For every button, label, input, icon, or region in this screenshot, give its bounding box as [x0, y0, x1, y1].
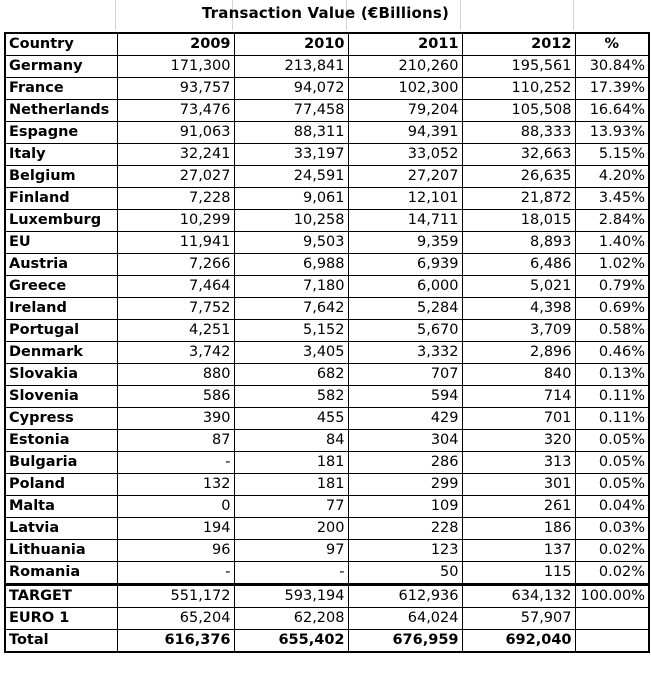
- value-cell[interactable]: 0.11%: [575, 408, 649, 430]
- value-cell[interactable]: 6,000: [348, 276, 462, 298]
- table-row: [5, 100, 649, 122]
- row-label-cell[interactable]: Austria: [5, 254, 117, 276]
- row-label-cell[interactable]: Poland: [5, 474, 117, 496]
- value-cell[interactable]: 7,180: [234, 276, 348, 298]
- value-cell[interactable]: 2012: [462, 33, 575, 56]
- value-cell[interactable]: 109: [348, 496, 462, 518]
- value-cell[interactable]: [575, 630, 649, 653]
- transaction-value-table: [4, 32, 650, 653]
- value-cell[interactable]: 105,508: [462, 100, 575, 122]
- row-label-cell[interactable]: Slovenia: [5, 386, 117, 408]
- table-row: [5, 342, 649, 364]
- value-cell[interactable]: 4,251: [117, 320, 234, 342]
- table-row: [5, 232, 649, 254]
- value-cell[interactable]: 3.45%: [575, 188, 649, 210]
- value-cell[interactable]: 65,204: [117, 608, 234, 630]
- value-cell[interactable]: 7,464: [117, 276, 234, 298]
- value-cell[interactable]: 77: [234, 496, 348, 518]
- value-cell[interactable]: 551,172: [117, 585, 234, 608]
- value-cell[interactable]: 132: [117, 474, 234, 496]
- value-cell[interactable]: 840: [462, 364, 575, 386]
- row-label-cell[interactable]: France: [5, 78, 117, 100]
- table-row: [5, 364, 649, 386]
- table-row: [5, 320, 649, 342]
- value-cell[interactable]: 582: [234, 386, 348, 408]
- value-cell[interactable]: 9,503: [234, 232, 348, 254]
- value-cell[interactable]: 73,476: [117, 100, 234, 122]
- value-cell[interactable]: 18,015: [462, 210, 575, 232]
- summary-row: [5, 630, 649, 653]
- value-cell[interactable]: 692,040: [462, 630, 575, 653]
- table-row: [5, 144, 649, 166]
- table-row: [5, 408, 649, 430]
- value-cell[interactable]: 21,872: [462, 188, 575, 210]
- value-cell[interactable]: 3,742: [117, 342, 234, 364]
- row-label-cell[interactable]: Belgium: [5, 166, 117, 188]
- value-cell[interactable]: 84: [234, 430, 348, 452]
- value-cell[interactable]: 186: [462, 518, 575, 540]
- value-cell[interactable]: 455: [234, 408, 348, 430]
- value-cell[interactable]: 7,266: [117, 254, 234, 276]
- value-cell[interactable]: 0.02%: [575, 562, 649, 585]
- value-cell[interactable]: 8,893: [462, 232, 575, 254]
- value-cell[interactable]: 228: [348, 518, 462, 540]
- value-cell[interactable]: 2010: [234, 33, 348, 56]
- row-label-cell[interactable]: Finland: [5, 188, 117, 210]
- value-cell[interactable]: 634,132: [462, 585, 575, 608]
- value-cell[interactable]: 12,101: [348, 188, 462, 210]
- value-cell[interactable]: 97: [234, 540, 348, 562]
- value-cell[interactable]: 3,405: [234, 342, 348, 364]
- value-cell[interactable]: 0.03%: [575, 518, 649, 540]
- table-row: [5, 430, 649, 452]
- value-cell[interactable]: 301: [462, 474, 575, 496]
- value-cell[interactable]: 27,207: [348, 166, 462, 188]
- value-cell[interactable]: 9,061: [234, 188, 348, 210]
- value-cell[interactable]: 0.79%: [575, 276, 649, 298]
- table-row: [5, 540, 649, 562]
- value-cell[interactable]: 1.40%: [575, 232, 649, 254]
- value-cell[interactable]: 102,300: [348, 78, 462, 100]
- value-cell[interactable]: 304: [348, 430, 462, 452]
- row-label-cell[interactable]: Cypress: [5, 408, 117, 430]
- value-cell[interactable]: 707: [348, 364, 462, 386]
- value-cell[interactable]: 110,252: [462, 78, 575, 100]
- value-cell[interactable]: 33,197: [234, 144, 348, 166]
- value-cell[interactable]: 5,284: [348, 298, 462, 320]
- row-label-cell[interactable]: Denmark: [5, 342, 117, 364]
- value-cell[interactable]: 79,204: [348, 100, 462, 122]
- value-cell[interactable]: 0.02%: [575, 540, 649, 562]
- table-row: [5, 166, 649, 188]
- value-cell[interactable]: 0.05%: [575, 474, 649, 496]
- value-cell[interactable]: 32,241: [117, 144, 234, 166]
- value-cell[interactable]: 11,941: [117, 232, 234, 254]
- value-cell[interactable]: 1.02%: [575, 254, 649, 276]
- value-cell[interactable]: 115: [462, 562, 575, 585]
- value-cell[interactable]: 299: [348, 474, 462, 496]
- value-cell[interactable]: 594: [348, 386, 462, 408]
- value-cell[interactable]: 429: [348, 408, 462, 430]
- value-cell[interactable]: 6,939: [348, 254, 462, 276]
- value-cell[interactable]: 586: [117, 386, 234, 408]
- value-cell[interactable]: 0.13%: [575, 364, 649, 386]
- value-cell[interactable]: 100.00%: [575, 585, 649, 608]
- value-cell[interactable]: 880: [117, 364, 234, 386]
- value-cell[interactable]: 6,486: [462, 254, 575, 276]
- value-cell[interactable]: 2011: [348, 33, 462, 56]
- value-cell[interactable]: 261: [462, 496, 575, 518]
- row-label-cell[interactable]: Latvia: [5, 518, 117, 540]
- value-cell[interactable]: 5,670: [348, 320, 462, 342]
- value-cell[interactable]: 2,896: [462, 342, 575, 364]
- value-cell[interactable]: 64,024: [348, 608, 462, 630]
- value-cell[interactable]: 0.58%: [575, 320, 649, 342]
- value-cell[interactable]: 676,959: [348, 630, 462, 653]
- value-cell[interactable]: 616,376: [117, 630, 234, 653]
- row-label-cell[interactable]: Malta: [5, 496, 117, 518]
- row-label-cell[interactable]: Bulgaria: [5, 452, 117, 474]
- value-cell[interactable]: -: [117, 562, 234, 585]
- table-row: [5, 452, 649, 474]
- row-label-cell[interactable]: EURO 1: [5, 608, 117, 630]
- table-row: [5, 474, 649, 496]
- value-cell[interactable]: 50: [348, 562, 462, 585]
- row-label-cell[interactable]: Country: [5, 33, 117, 56]
- value-cell[interactable]: 0.05%: [575, 452, 649, 474]
- value-cell[interactable]: 320: [462, 430, 575, 452]
- table-row: [5, 188, 649, 210]
- value-cell[interactable]: 5.15%: [575, 144, 649, 166]
- row-label-cell[interactable]: Luxemburg: [5, 210, 117, 232]
- row-label-cell[interactable]: Germany: [5, 56, 117, 78]
- value-cell[interactable]: 4,398: [462, 298, 575, 320]
- value-cell[interactable]: 612,936: [348, 585, 462, 608]
- value-cell[interactable]: 286: [348, 452, 462, 474]
- value-cell[interactable]: 94,391: [348, 122, 462, 144]
- value-cell[interactable]: 14,711: [348, 210, 462, 232]
- value-cell[interactable]: 5,152: [234, 320, 348, 342]
- value-cell[interactable]: 26,635: [462, 166, 575, 188]
- value-cell[interactable]: 714: [462, 386, 575, 408]
- value-cell[interactable]: 30.84%: [575, 56, 649, 78]
- row-label-cell[interactable]: Romania: [5, 562, 117, 585]
- value-cell[interactable]: 77,458: [234, 100, 348, 122]
- row-label-cell[interactable]: Netherlands: [5, 100, 117, 122]
- value-cell[interactable]: %: [575, 33, 649, 56]
- value-cell[interactable]: 6,988: [234, 254, 348, 276]
- row-label-cell[interactable]: Estonia: [5, 430, 117, 452]
- value-cell[interactable]: 62,208: [234, 608, 348, 630]
- value-cell[interactable]: 33,052: [348, 144, 462, 166]
- value-cell[interactable]: 10,258: [234, 210, 348, 232]
- value-cell[interactable]: -: [117, 452, 234, 474]
- table-row: [5, 298, 649, 320]
- value-cell[interactable]: 0.46%: [575, 342, 649, 364]
- value-cell[interactable]: 88,333: [462, 122, 575, 144]
- value-cell[interactable]: 9,359: [348, 232, 462, 254]
- value-cell[interactable]: 16.64%: [575, 100, 649, 122]
- table-row: [5, 254, 649, 276]
- value-cell[interactable]: 313: [462, 452, 575, 474]
- row-label-cell[interactable]: Lithuania: [5, 540, 117, 562]
- value-cell[interactable]: 2.84%: [575, 210, 649, 232]
- value-cell[interactable]: 4.20%: [575, 166, 649, 188]
- value-cell[interactable]: -: [234, 562, 348, 585]
- table-row: [5, 562, 649, 585]
- table-title: Transaction Value (€Billions): [201, 4, 450, 22]
- row-label-cell[interactable]: Portugal: [5, 320, 117, 342]
- value-cell[interactable]: 7,642: [234, 298, 348, 320]
- value-cell[interactable]: 5,021: [462, 276, 575, 298]
- value-cell[interactable]: 32,663: [462, 144, 575, 166]
- value-cell[interactable]: 593,194: [234, 585, 348, 608]
- table-row: [5, 386, 649, 408]
- table-row: [5, 276, 649, 298]
- value-cell[interactable]: 0.69%: [575, 298, 649, 320]
- header-row: [5, 33, 649, 56]
- row-label-cell[interactable]: Ireland: [5, 298, 117, 320]
- value-cell[interactable]: 0.04%: [575, 496, 649, 518]
- value-cell[interactable]: 17.39%: [575, 78, 649, 100]
- value-cell[interactable]: 3,332: [348, 342, 462, 364]
- value-cell[interactable]: 88,311: [234, 122, 348, 144]
- value-cell[interactable]: 93,757: [117, 78, 234, 100]
- value-cell[interactable]: 87: [117, 430, 234, 452]
- value-cell[interactable]: 181: [234, 474, 348, 496]
- row-label-cell[interactable]: Total: [5, 630, 117, 653]
- value-cell[interactable]: 0: [117, 496, 234, 518]
- row-label-cell[interactable]: Greece: [5, 276, 117, 298]
- value-cell[interactable]: 10,299: [117, 210, 234, 232]
- value-cell[interactable]: 91,063: [117, 122, 234, 144]
- summary-row: [5, 608, 649, 630]
- value-cell[interactable]: 96: [117, 540, 234, 562]
- value-cell[interactable]: 0.11%: [575, 386, 649, 408]
- row-label-cell[interactable]: Italy: [5, 144, 117, 166]
- table-row: [5, 518, 649, 540]
- value-cell[interactable]: 7,752: [117, 298, 234, 320]
- table-row: [5, 496, 649, 518]
- value-cell[interactable]: 195,561: [462, 56, 575, 78]
- value-cell[interactable]: 701: [462, 408, 575, 430]
- value-cell[interactable]: 27,027: [117, 166, 234, 188]
- table-row: [5, 210, 649, 232]
- row-label-cell[interactable]: TARGET: [5, 585, 117, 608]
- table-row: [5, 78, 649, 100]
- value-cell[interactable]: 137: [462, 540, 575, 562]
- value-cell[interactable]: 3,709: [462, 320, 575, 342]
- value-cell[interactable]: 200: [234, 518, 348, 540]
- value-cell[interactable]: 181: [234, 452, 348, 474]
- row-label-cell[interactable]: EU: [5, 232, 117, 254]
- value-cell[interactable]: 682: [234, 364, 348, 386]
- summary-row: [5, 585, 649, 608]
- value-cell[interactable]: 123: [348, 540, 462, 562]
- value-cell[interactable]: 390: [117, 408, 234, 430]
- value-cell[interactable]: 24,591: [234, 166, 348, 188]
- value-cell[interactable]: 171,300: [117, 56, 234, 78]
- row-label-cell[interactable]: Slovakia: [5, 364, 117, 386]
- row-label-cell[interactable]: Espagne: [5, 122, 117, 144]
- value-cell[interactable]: 13.93%: [575, 122, 649, 144]
- value-cell[interactable]: [575, 608, 649, 630]
- value-cell[interactable]: 210,260: [348, 56, 462, 78]
- value-cell[interactable]: 0.05%: [575, 430, 649, 452]
- value-cell[interactable]: 57,907: [462, 608, 575, 630]
- value-cell[interactable]: 194: [117, 518, 234, 540]
- value-cell[interactable]: 94,072: [234, 78, 348, 100]
- table-row: [5, 122, 649, 144]
- value-cell[interactable]: 655,402: [234, 630, 348, 653]
- value-cell[interactable]: 213,841: [234, 56, 348, 78]
- table-row: [5, 56, 649, 78]
- value-cell[interactable]: 7,228: [117, 188, 234, 210]
- value-cell[interactable]: 2009: [117, 33, 234, 56]
